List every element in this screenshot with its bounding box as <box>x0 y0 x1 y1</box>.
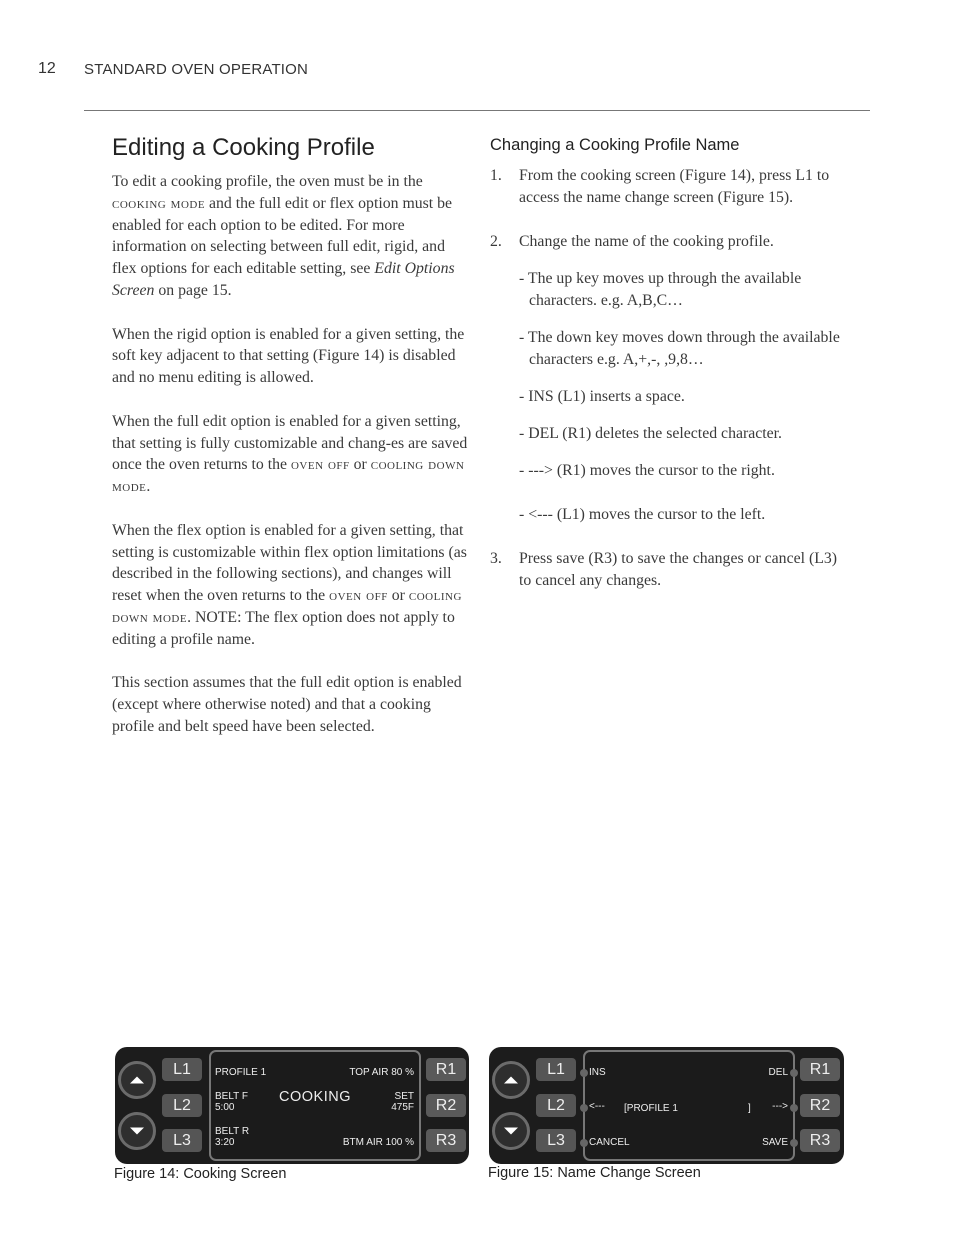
bullet-item: - The up key moves up through the available characters. e.g. A,B,C… <box>519 270 802 309</box>
r2-key[interactable]: R2 <box>800 1094 840 1117</box>
l2-key[interactable]: L2 <box>536 1094 576 1117</box>
page-heading: Editing a Cooking Profile <box>112 134 375 161</box>
ins-label: INS <box>589 1067 606 1078</box>
cooking-display <box>209 1050 421 1161</box>
step-3: 3. Press save (R3) to save the changes or cancel (L3) to cancel any changes. <box>490 550 838 589</box>
belt-r-label: BELT R <box>215 1126 250 1137</box>
step-1: 1. From the cooking screen (Figure 14), press L1 to access the name change screen (Figure 15). <box>490 167 830 206</box>
set-label: SET <box>394 1091 414 1102</box>
down-arrow-icon <box>504 1128 518 1135</box>
cooking-status: COOKING <box>279 1089 351 1105</box>
paragraph-3: When the full edit option is enabled for a given setting, that setting is fully customizable and chang-es are saved once the oven returns to the oven off or cooling down mode. <box>112 412 468 496</box>
l1-key[interactable]: L1 <box>162 1058 202 1081</box>
subsection-heading: Changing a Cooking Profile Name <box>490 136 740 154</box>
cancel-label: CANCEL <box>589 1137 630 1148</box>
cursor-left-label: <--- <box>589 1101 605 1112</box>
profile-label: PROFILE 1 <box>215 1067 267 1078</box>
l3-key[interactable]: L3 <box>162 1129 202 1152</box>
up-arrow-icon <box>130 1077 144 1084</box>
step-2: 2. Change the name of the cooking profile. <box>490 233 774 250</box>
l3-key[interactable]: L3 <box>536 1129 576 1152</box>
r3-key[interactable]: R3 <box>426 1129 466 1152</box>
paragraph-5: This section assumes that the full edit option is enabled (except where otherwise noted) and that a cooking profile and belt speed have been selected. <box>112 674 462 735</box>
name-change-screen-panel <box>489 1047 844 1164</box>
cooking-screen-panel <box>115 1047 469 1164</box>
bullet-item: - ---> (R1) moves the cursor to the right. <box>519 462 775 479</box>
bullet-item: - <--- (L1) moves the cursor to the left. <box>519 506 766 523</box>
l1-indicator-dot <box>580 1069 588 1077</box>
figure-15-caption: Figure 15: Name Change Screen <box>488 1165 701 1181</box>
btm-air-label: BTM AIR 100 % <box>342 1137 414 1148</box>
paragraph-1: To edit a cooking profile, the oven must be in the cooking mode and the full edit or flex option must be enabled for each option to be edited. For more information on selecting between full edit, rigid, and flex options for each editable setting, see Edit Options Screen on page 15. <box>112 173 455 299</box>
r3-indicator-dot <box>790 1139 798 1147</box>
right-column <box>490 165 840 592</box>
up-key-button[interactable] <box>118 1061 156 1099</box>
belt-f-label: BELT F <box>215 1091 248 1102</box>
step-2-bullets <box>490 268 840 526</box>
l2-key[interactable]: L2 <box>162 1094 202 1117</box>
l1-key[interactable]: L1 <box>536 1058 576 1081</box>
bullet-item: - INS (L1) inserts a space. <box>519 388 685 405</box>
r1-key[interactable]: R1 <box>426 1058 466 1081</box>
paragraph-4: When the flex option is enabled for a given setting, that setting is customizable within flex option limitations (as described in the following sections), and changes will reset when the oven returns to the oven off or cooling down mode. NOTE: The flex option does not apply to editing a profile name. <box>112 521 467 648</box>
belt-f-time: 5:00 <box>215 1102 235 1113</box>
header-rule <box>84 110 870 111</box>
bullet-item: - The down key moves down through the available characters e.g. A,+,-, ,9,8… <box>519 329 840 368</box>
profile-name-field-end: ] <box>748 1103 751 1114</box>
cursor-right-label: ---> <box>772 1101 788 1112</box>
r2-indicator-dot <box>790 1104 798 1112</box>
left-column <box>112 171 468 760</box>
del-label: DEL <box>768 1067 788 1078</box>
figure-14-caption: Figure 14: Cooking Screen <box>114 1166 287 1182</box>
r1-indicator-dot <box>790 1069 798 1077</box>
bullet-item: - DEL (R1) deletes the selected character. <box>519 425 783 442</box>
down-key-button[interactable] <box>492 1112 530 1150</box>
set-temperature: 475F <box>391 1102 414 1113</box>
page-number: 12 <box>38 60 56 77</box>
up-key-button[interactable] <box>492 1061 530 1099</box>
profile-name-field: [PROFILE 1 <box>624 1103 678 1114</box>
l3-indicator-dot <box>580 1139 588 1147</box>
r3-key[interactable]: R3 <box>800 1129 840 1152</box>
down-key-button[interactable] <box>118 1112 156 1150</box>
up-arrow-icon <box>504 1077 518 1084</box>
paragraph-2: When the rigid option is enabled for a given setting, the soft key adjacent to that setting (Figure 14) is disabled and no menu editing is allowed. <box>112 325 465 387</box>
belt-r-time: 3:20 <box>215 1137 235 1148</box>
section-title: STANDARD OVEN OPERATION <box>84 61 309 78</box>
save-label: SAVE <box>762 1137 788 1148</box>
top-air-label: TOP AIR 80 % <box>349 1067 414 1078</box>
r2-key[interactable]: R2 <box>426 1094 466 1117</box>
name-change-display <box>583 1050 795 1161</box>
down-arrow-icon <box>130 1128 144 1135</box>
r1-key[interactable]: R1 <box>800 1058 840 1081</box>
l2-indicator-dot <box>580 1104 588 1112</box>
